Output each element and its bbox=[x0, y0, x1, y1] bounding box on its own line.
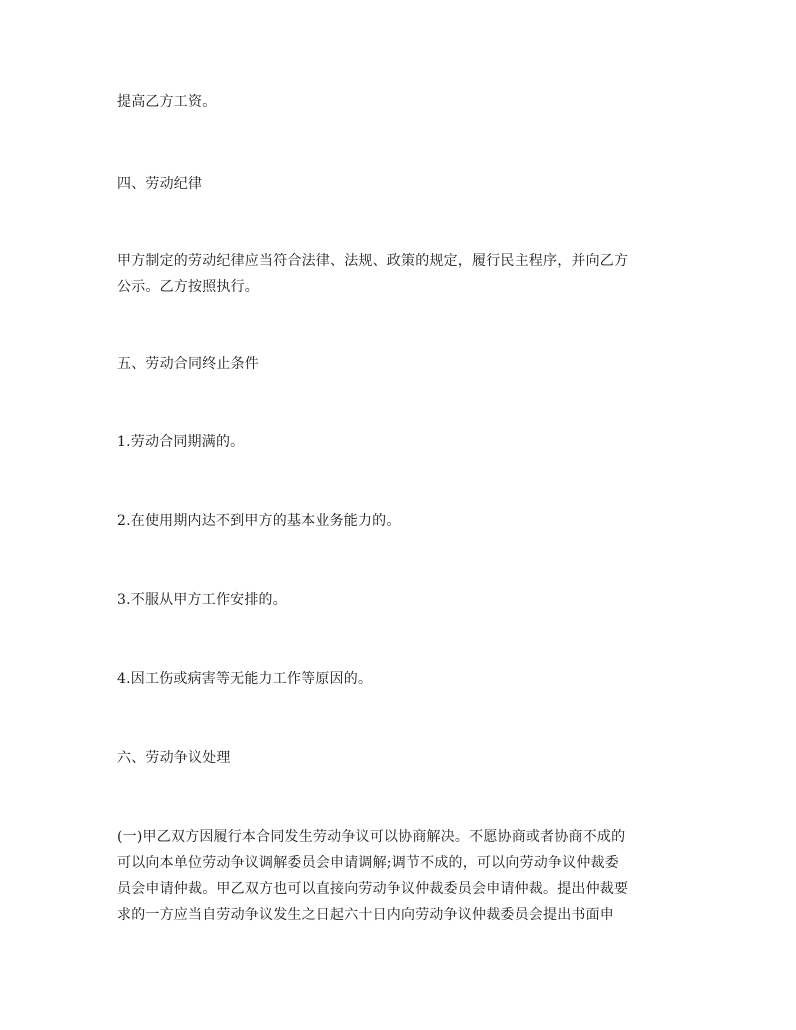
section-heading-labor-discipline: 四、劳动纪律 bbox=[117, 176, 203, 192]
paragraph-line: 员会申请仲裁。甲乙双方也可以直接向劳动争议仲裁委员会申请仲裁。提出仲裁要 bbox=[117, 881, 629, 897]
list-item-1: 1.劳动合同期满的。 bbox=[117, 434, 245, 450]
list-item-2: 2.在使用期内达不到甲方的基本业务能力的。 bbox=[117, 513, 401, 529]
paragraph-raise-wage: 提高乙方工资。 bbox=[117, 94, 217, 110]
paragraph-line: 求的一方应当自劳动争议发生之日起六十日内向劳动争议仲裁委员会提出书面申 bbox=[117, 907, 614, 923]
paragraph-line: 可以向本单位劳动争议调解委员会申请调解;调节不成的，可以向劳动争议仲裁委 bbox=[117, 855, 619, 871]
paragraph-line: (一)甲乙双方因履行本合同发生劳动争议可以协商解决。不愿协商或者协商不成的 bbox=[117, 829, 626, 845]
paragraph-dispute-handling bbox=[117, 824, 687, 928]
list-item-3: 3.不服从甲方工作安排的。 bbox=[117, 592, 287, 608]
paragraph-line: 甲方制定的劳动纪律应当符合法律、法规、政策的规定，履行民主程序，并向乙方 bbox=[117, 253, 629, 269]
section-heading-dispute-handling: 六、劳动争议处理 bbox=[117, 750, 231, 766]
paragraph-line: 公示。乙方按照执行。 bbox=[117, 279, 259, 295]
list-item-4: 4.因工伤或病害等无能力工作等原因的。 bbox=[117, 671, 373, 687]
paragraph-labor-discipline bbox=[117, 248, 687, 300]
section-heading-termination-conditions: 五、劳动合同终止条件 bbox=[117, 356, 259, 372]
